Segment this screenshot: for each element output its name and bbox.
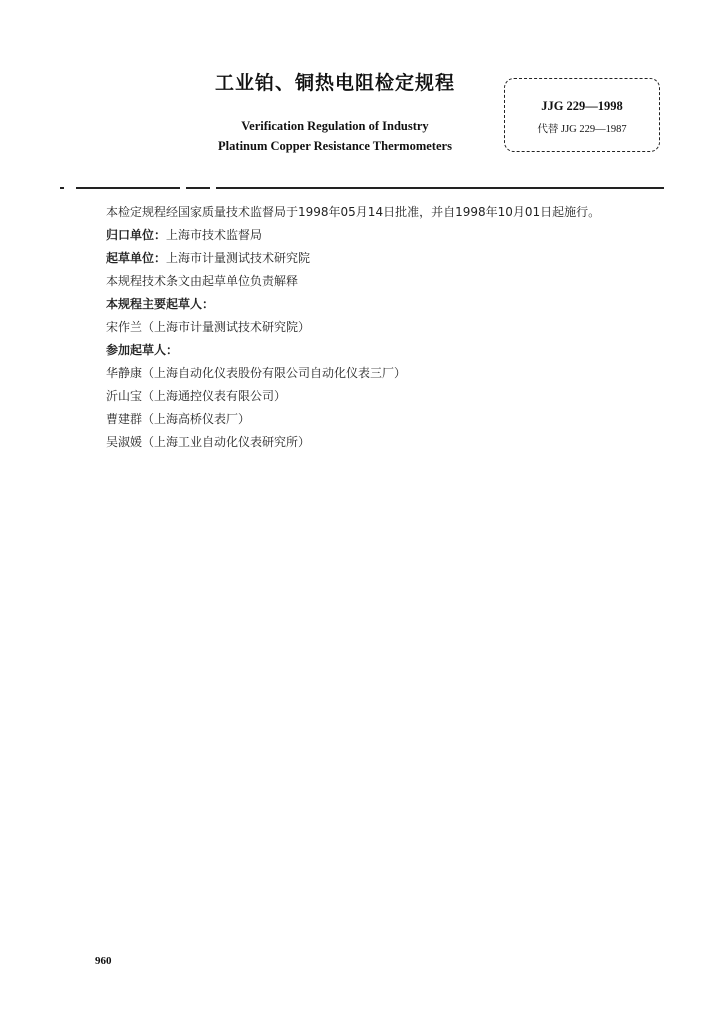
standard-code-box [504,78,660,152]
divider-segment [186,187,210,189]
divider-segment [216,187,664,189]
document-title-english [160,116,510,156]
participants-label: 参加起草人： [106,343,179,357]
participant-item: 曹建群（上海高桥仪表厂） [106,412,251,426]
header-divider [60,187,664,189]
interpretation-note: 本规程技术条文由起草单位负责解释 [106,274,299,288]
divider-segment [76,187,180,189]
divider-segment [60,187,64,189]
title-english-line-1: Verification Regulation of Industry [241,119,429,133]
title-english-line-2: Platinum Copper Resistance Thermometers [218,139,452,153]
main-drafter-label: 本规程主要起草人： [106,297,215,311]
participant-item: 华静康（上海自动化仪表股份有限公司自动化仪表三厂） [106,366,407,380]
replaced-standard-code: 代替 JJG 229—1987 [537,124,627,135]
responsible-unit [80,224,670,247]
drafting-unit [80,247,670,270]
participant-item: 吴淑媛（上海工业自动化仪表研究所） [106,435,311,449]
drafting-unit-value: 上海市计量测试技术研究院 [166,251,311,265]
responsible-unit-label: 归口单位： [106,228,167,242]
page-number: 960 [95,955,112,967]
participant-item: 沂山宝（上海通控仪表有限公司） [106,389,287,403]
drafting-unit-label: 起草单位： [106,251,167,265]
document-title-chinese: 工业铂、铜热电阻检定规程 [214,72,455,94]
standard-code: JJG 229—1998 [541,99,623,113]
main-drafter: 宋作兰（上海市计量测试技术研究院） [106,320,311,334]
approval-information [80,201,670,454]
responsible-unit-value: 上海市技术监督局 [166,228,263,242]
approval-statement: 本检定规程经国家质量技术监督局于1998年05月14日批准，并自1998年10月01日起施行。 [106,205,601,219]
